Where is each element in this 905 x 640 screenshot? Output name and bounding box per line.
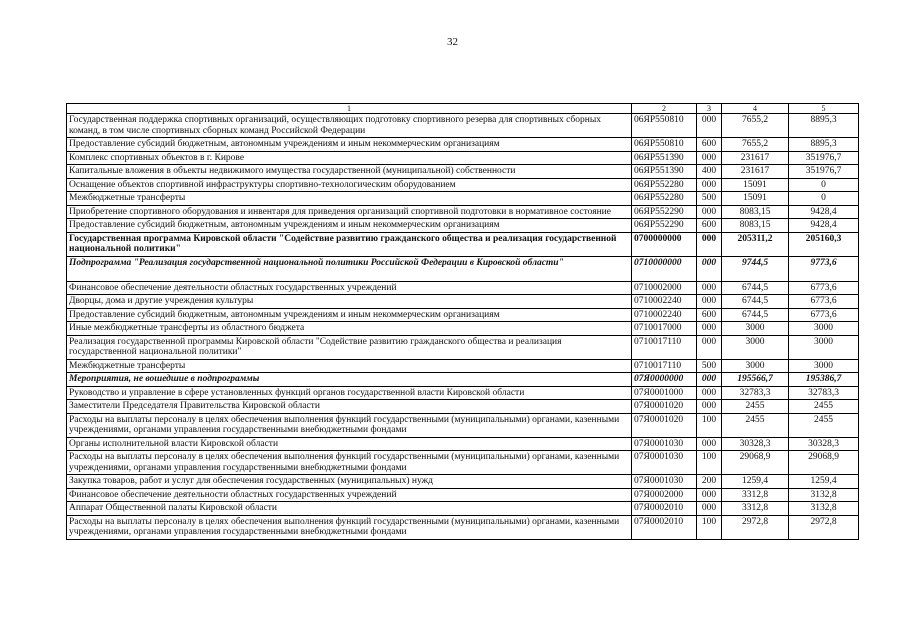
row-kind-cell: 500 — [697, 359, 722, 373]
row-name-cell: Межбюджетные трансферты — [67, 192, 632, 206]
row-code-cell: 07Я0001000 — [632, 386, 697, 400]
table-row — [67, 281, 859, 295]
row-value-2020-cell: 195386,7 — [789, 373, 859, 387]
row-value-2019-cell: 6744,5 — [722, 308, 789, 322]
row-value-2020-cell: 3000 — [789, 322, 859, 336]
row-name-cell: Предоставление субсидий бюджетным, автономным учреждениям и иным некоммерческим организациям — [67, 219, 632, 233]
row-code-cell: 06ЯР551390 — [632, 165, 697, 179]
row-kind-cell: 000 — [697, 322, 722, 336]
row-kind-cell: 200 — [697, 475, 722, 489]
row-name-cell: Оснащение объектов спортивной инфраструктуры спортивно-технологическим оборудованием — [67, 178, 632, 192]
header-col-1: 1 — [67, 104, 632, 114]
table-row — [67, 192, 859, 206]
row-value-2020-cell: 29068,9 — [789, 451, 859, 475]
row-code-cell: 07Я0000000 — [632, 373, 697, 387]
row-kind-cell: 100 — [697, 515, 722, 539]
page-number: 32 — [447, 36, 458, 48]
row-kind-cell: 000 — [697, 295, 722, 309]
row-code-cell: 0710017000 — [632, 322, 697, 336]
row-value-2019-cell: 8083,15 — [722, 205, 789, 219]
row-value-2019-cell: 231617 — [722, 165, 789, 179]
table-row — [67, 114, 859, 138]
row-value-2019-cell: 30328,3 — [722, 437, 789, 451]
header-col-4: 4 — [722, 104, 789, 114]
row-value-2019-cell: 231617 — [722, 151, 789, 165]
row-kind-cell: 000 — [697, 373, 722, 387]
row-value-2020-cell: 9773,6 — [789, 256, 859, 281]
row-code-cell: 0710000000 — [632, 256, 697, 281]
row-kind-cell: 500 — [697, 192, 722, 206]
row-kind-cell: 000 — [697, 281, 722, 295]
row-value-2019-cell: 15091 — [722, 192, 789, 206]
row-code-cell: 0710002240 — [632, 308, 697, 322]
row-code-cell: 06ЯР552290 — [632, 205, 697, 219]
row-value-2020-cell: 8895,3 — [789, 138, 859, 152]
table-row — [67, 205, 859, 219]
table-row — [67, 386, 859, 400]
row-name-cell: Мероприятия, не вошедшие в подпрограммы — [67, 373, 632, 387]
row-code-cell: 06ЯР552280 — [632, 192, 697, 206]
row-name-cell: Межбюджетные трансферты — [67, 359, 632, 373]
row-value-2020-cell: 2972,8 — [789, 515, 859, 539]
row-code-cell: 0710002000 — [632, 281, 697, 295]
row-name-cell: Приобретение спортивного оборудования и инвентаря для приведения организаций спортивной подготовки в нормативное состояние — [67, 205, 632, 219]
row-kind-cell: 000 — [697, 437, 722, 451]
table-row — [67, 232, 859, 256]
table-row — [67, 413, 859, 437]
row-kind-cell: 100 — [697, 451, 722, 475]
row-name-cell: Иные межбюджетные трансферты из областного бюджета — [67, 322, 632, 336]
row-value-2020-cell: 9428,4 — [789, 205, 859, 219]
table-row — [67, 515, 859, 539]
table-row — [67, 178, 859, 192]
row-kind-cell: 600 — [697, 138, 722, 152]
row-value-2019-cell: 3000 — [722, 322, 789, 336]
row-value-2020-cell: 9428,4 — [789, 219, 859, 233]
table-row — [67, 400, 859, 414]
row-value-2019-cell: 6744,5 — [722, 281, 789, 295]
row-kind-cell: 000 — [697, 488, 722, 502]
budget-table — [66, 103, 859, 540]
row-name-cell: Реализация государственной программы Кировской области "Содействие развитию гражданского общества и реализация государственной национальной политики" — [67, 335, 632, 359]
row-kind-cell: 000 — [697, 178, 722, 192]
table-row — [67, 359, 859, 373]
row-code-cell: 07Я0001030 — [632, 451, 697, 475]
row-name-cell: Финансовое обеспечение деятельности областных государственных учреждений — [67, 281, 632, 295]
table-row — [67, 151, 859, 165]
row-value-2020-cell: 0 — [789, 192, 859, 206]
row-kind-cell: 400 — [697, 165, 722, 179]
row-kind-cell: 000 — [697, 386, 722, 400]
row-value-2020-cell: 3000 — [789, 335, 859, 359]
row-value-2019-cell: 15091 — [722, 178, 789, 192]
row-value-2020-cell: 205160,3 — [789, 232, 859, 256]
table-row — [67, 451, 859, 475]
header-col-5: 5 — [789, 104, 859, 114]
row-name-cell: Расходы на выплаты персоналу в целях обеспечения выполнения функций государственными (муниципальными) органами, казенными учреждениями, органами управления государственными внебюджетными фондами — [67, 451, 632, 475]
row-value-2020-cell: 32783,3 — [789, 386, 859, 400]
row-code-cell: 0710017110 — [632, 335, 697, 359]
row-kind-cell: 000 — [697, 335, 722, 359]
row-name-cell: Финансовое обеспечение деятельности областных государственных учреждений — [67, 488, 632, 502]
table-row — [67, 488, 859, 502]
row-value-2020-cell: 0 — [789, 178, 859, 192]
row-value-2020-cell: 351976,7 — [789, 151, 859, 165]
row-value-2019-cell: 32783,3 — [722, 386, 789, 400]
row-name-cell: Руководство и управление в сфере установленных функций органов государственной власти Кировской области — [67, 386, 632, 400]
row-code-cell: 07Я0001030 — [632, 475, 697, 489]
row-value-2020-cell: 3132,8 — [789, 488, 859, 502]
table-row — [67, 138, 859, 152]
table-row — [67, 322, 859, 336]
row-value-2019-cell: 3000 — [722, 335, 789, 359]
row-value-2020-cell: 6773,6 — [789, 295, 859, 309]
row-value-2020-cell: 3132,8 — [789, 502, 859, 516]
row-name-cell: Капитальные вложения в объекты недвижимого имущества государственной (муниципальной) собственности — [67, 165, 632, 179]
row-value-2019-cell: 2455 — [722, 413, 789, 437]
row-kind-cell: 000 — [697, 256, 722, 281]
row-code-cell: 06ЯР551390 — [632, 151, 697, 165]
row-code-cell: 06ЯР550810 — [632, 114, 697, 138]
row-value-2019-cell: 1259,4 — [722, 475, 789, 489]
row-code-cell: 06ЯР552280 — [632, 178, 697, 192]
row-value-2019-cell: 8083,15 — [722, 219, 789, 233]
row-value-2019-cell: 9744,5 — [722, 256, 789, 281]
row-value-2019-cell: 2972,8 — [722, 515, 789, 539]
table-row — [67, 308, 859, 322]
row-name-cell: Государственная программа Кировской области "Содействие развитию гражданского общества и реализация государственной национальной политики" — [67, 232, 632, 256]
row-name-cell: Заместители Председателя Правительства Кировской области — [67, 400, 632, 414]
row-code-cell: 06ЯР552290 — [632, 219, 697, 233]
table-row — [67, 373, 859, 387]
row-kind-cell: 100 — [697, 413, 722, 437]
row-name-cell: Предоставление субсидий бюджетным, автономным учреждениям и иным некоммерческим организациям — [67, 138, 632, 152]
table-row — [67, 256, 859, 281]
row-value-2019-cell: 29068,9 — [722, 451, 789, 475]
row-value-2019-cell: 3312,8 — [722, 488, 789, 502]
header-col-3: 3 — [697, 104, 722, 114]
row-value-2020-cell: 351976,7 — [789, 165, 859, 179]
row-value-2020-cell: 1259,4 — [789, 475, 859, 489]
row-value-2019-cell: 7655,2 — [722, 114, 789, 138]
row-value-2020-cell: 2455 — [789, 400, 859, 414]
row-value-2020-cell: 8895,3 — [789, 114, 859, 138]
table-row — [67, 335, 859, 359]
row-code-cell: 0710017110 — [632, 359, 697, 373]
row-code-cell: 07Я0002010 — [632, 515, 697, 539]
row-value-2019-cell: 7655,2 — [722, 138, 789, 152]
row-code-cell: 0700000000 — [632, 232, 697, 256]
table-header-row — [67, 104, 859, 114]
row-value-2020-cell: 2455 — [789, 413, 859, 437]
table-row — [67, 219, 859, 233]
row-name-cell: Предоставление субсидий бюджетным, автономным учреждениям и иным некоммерческим организациям — [67, 308, 632, 322]
table-row — [67, 502, 859, 516]
table-row — [67, 475, 859, 489]
row-code-cell: 07Я0001020 — [632, 413, 697, 437]
table-row — [67, 437, 859, 451]
row-name-cell: Аппарат Общественной палаты Кировской области — [67, 502, 632, 516]
header-col-2: 2 — [632, 104, 697, 114]
row-kind-cell: 000 — [697, 151, 722, 165]
row-code-cell: 07Я0002000 — [632, 488, 697, 502]
row-name-cell: Дворцы, дома и другие учреждения культуры — [67, 295, 632, 309]
row-value-2019-cell: 205311,2 — [722, 232, 789, 256]
row-code-cell: 07Я0001020 — [632, 400, 697, 414]
row-kind-cell: 000 — [697, 205, 722, 219]
row-name-cell: Государственная поддержка спортивных организаций, осуществляющих подготовку спортивного резерва для спортивных сборных команд, в том числе спортивных сборных команд Российской Федерации — [67, 114, 632, 138]
row-value-2020-cell: 3000 — [789, 359, 859, 373]
row-value-2019-cell: 3312,8 — [722, 502, 789, 516]
row-code-cell: 07Я0002010 — [632, 502, 697, 516]
row-name-cell: Комплекс спортивных объектов в г. Кирове — [67, 151, 632, 165]
row-kind-cell: 000 — [697, 400, 722, 414]
row-name-cell: Расходы на выплаты персоналу в целях обеспечения выполнения функций государственными (муниципальными) органами, казенными учреждениями, органами управления государственными внебюджетными фондами — [67, 413, 632, 437]
row-code-cell: 06ЯР550810 — [632, 138, 697, 152]
row-kind-cell: 000 — [697, 502, 722, 516]
row-kind-cell: 000 — [697, 232, 722, 256]
table-row — [67, 165, 859, 179]
table-row — [67, 295, 859, 309]
row-name-cell: Закупка товаров, работ и услуг для обеспечения государственных (муниципальных) нужд — [67, 475, 632, 489]
row-code-cell: 0710002240 — [632, 295, 697, 309]
row-value-2019-cell: 6744,5 — [722, 295, 789, 309]
row-value-2019-cell: 195566,7 — [722, 373, 789, 387]
row-kind-cell: 600 — [697, 308, 722, 322]
row-kind-cell: 600 — [697, 219, 722, 233]
row-value-2019-cell: 2455 — [722, 400, 789, 414]
row-name-cell: Подпрограмма "Реализация государственной национальной политики Российской Федерации в Кировской области" — [67, 256, 632, 281]
row-name-cell: Расходы на выплаты персоналу в целях обеспечения выполнения функций государственными (муниципальными) органами, казенными учреждениями, органами управления государственными внебюджетными фондами — [67, 515, 632, 539]
row-name-cell: Органы исполнительной власти Кировской области — [67, 437, 632, 451]
row-value-2020-cell: 6773,6 — [789, 281, 859, 295]
row-kind-cell: 000 — [697, 114, 722, 138]
row-value-2019-cell: 3000 — [722, 359, 789, 373]
row-value-2020-cell: 6773,6 — [789, 308, 859, 322]
row-value-2020-cell: 30328,3 — [789, 437, 859, 451]
row-code-cell: 07Я0001030 — [632, 437, 697, 451]
